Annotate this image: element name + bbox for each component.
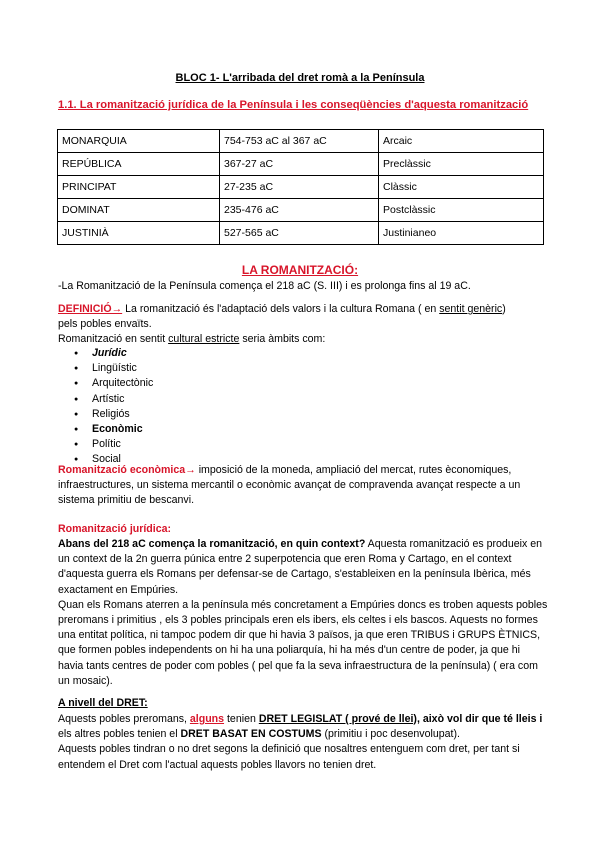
dates-cell: 754-753 aC al 367 aC xyxy=(220,130,379,153)
list-item: ● Jurídic xyxy=(72,346,153,361)
dret-legislat: DRET LEGISLAT ( prové de llei), xyxy=(258,713,420,725)
cultural-underlined: cultural estricte xyxy=(168,333,240,346)
dates-cell: 27-235 aC xyxy=(220,176,379,199)
cultural-text-end: seria àmbits com: xyxy=(239,333,326,346)
list-item: ● Social xyxy=(72,452,153,467)
definicio-text: La romanització és l'adaptació dels valors i la cultura Romana ( en xyxy=(122,303,440,315)
dates-cell: 235-476 aC xyxy=(220,199,379,222)
list-item: ● Lingüístic xyxy=(72,361,153,376)
dret-paragraph-2: Aquests pobles tindran o no dret segons la definició que nosaltres entenguem com dret, per tant si entendem el Dret com l'actual aquests pobles llavors no tenien dret. xyxy=(58,743,520,771)
juridica-paragraph-2: Quan els Romans aterren a la península més concretament a Empúries doncs es troben aquests pobles preromans i primitius , els 3 pobles principals eren els ibers, els celtes i els bascos. Aquests no formes una entitat política, ni tampoc podem dir que hi havia 3 països, ja que eren TRIBUS i GRUPS ÈTNICS, que formen pobles independents on hi ha una poliarquía, hi ha més d'un centre de poder, ja que hi havia tants centres de poder com pobles ( pel que fa la seva infraestructura de la península) ( era com un mosaic). xyxy=(58,598,548,687)
period-cell: REPÚBLICA xyxy=(58,153,220,176)
period-cell: DOMINAT xyxy=(58,199,220,222)
table-row xyxy=(58,130,544,153)
section-title: 1.1. La romanització jurídica de la Península i les conseqüències d'aquesta romanització xyxy=(58,99,529,111)
dates-cell: 367-27 aC xyxy=(220,153,379,176)
definicio-underlined: sentit genèric xyxy=(439,303,503,315)
table-row xyxy=(58,176,544,199)
juridica-answer: Aquesta romanització es produeix en un context de la 2n guerra púnica entre 2 superpotencia que eren Roma y Cartago, en el context d'aquesta guerra els Romans per defensar-se de Cartago, s'estableixen en la península Ibèrica, més exactament en Empúries. xyxy=(58,538,542,596)
stage-cell: Justinianeo xyxy=(379,222,544,245)
dret-text-3: això vol dir que té lleis i xyxy=(419,713,543,725)
intro-text: -La Romanització de la Península comença el 218 aC (S. III) i es prolonga fins al 19 aC. xyxy=(58,280,471,292)
period-cell: JUSTINIÀ xyxy=(58,222,220,245)
intro-paragraph xyxy=(58,279,548,294)
periods-table xyxy=(57,129,544,245)
period-cell: PRINCIPAT xyxy=(58,176,220,199)
document-title: BLOC 1- L'arribada del dret romà a la Península xyxy=(175,72,425,84)
period-cell: MONARQUIA xyxy=(58,130,220,153)
juridica-heading-block xyxy=(58,522,548,537)
dret-costums: DRET BASAT EN COSTUMS xyxy=(180,728,322,741)
list-item: ● Arquitectònic xyxy=(72,376,153,391)
definicio-label: DEFINICIÓ→ xyxy=(58,303,123,315)
dret-text-5: (primitiu i poc desenvolupat). xyxy=(321,728,460,741)
stage-cell: Arcaic xyxy=(379,130,544,153)
ambits-list xyxy=(72,346,153,468)
dates-cell: 527-565 aC xyxy=(220,222,379,245)
definicio-line2: pels pobles envaïts. xyxy=(58,318,152,331)
economica-text: imposició de la moneda, ampliació del mercat, rutes èconomiques, infraestructures, un sistema mercantil o econòmic avançat de compravenda avançat respecte a un sistema primitiu de bescanvi. xyxy=(58,464,521,507)
romanitzacio-heading: LA ROMANITZACIÓ: xyxy=(241,263,359,277)
table-row xyxy=(58,199,544,222)
juridica-heading: Romanització jurídica: xyxy=(58,523,172,535)
definicio-paragraph xyxy=(58,302,548,348)
dret-paragraph xyxy=(58,712,548,773)
dret-alguns: alguns xyxy=(189,713,225,725)
list-item: ● Polític xyxy=(72,437,153,452)
juridica-paragraph xyxy=(58,537,548,689)
economica-paragraph xyxy=(58,463,548,509)
cultural-text: Romanització en sentit xyxy=(58,333,169,346)
table-row xyxy=(58,222,544,245)
stage-cell: Postclàssic xyxy=(379,199,544,222)
economica-label: Romanització econòmica→ xyxy=(58,464,196,476)
definicio-close: ) xyxy=(502,303,506,315)
dret-text-2: tenien xyxy=(224,713,259,725)
stage-cell: Preclàssic xyxy=(379,153,544,176)
list-item: ● Econòmic xyxy=(72,422,153,437)
juridica-question: Abans del 218 aC comença la romanització, en quin context? xyxy=(58,538,366,550)
dret-heading: A nivell del DRET: xyxy=(58,697,148,709)
stage-cell: Clàssic xyxy=(379,176,544,199)
dret-heading-block xyxy=(58,696,548,711)
list-item: ● Artístic xyxy=(72,392,153,407)
table-row xyxy=(58,153,544,176)
dret-text-1: Aquests pobles preromans, xyxy=(58,713,190,725)
dret-text-4: els altres pobles tenien el xyxy=(58,728,181,741)
list-item: ● Religiós xyxy=(72,407,153,422)
